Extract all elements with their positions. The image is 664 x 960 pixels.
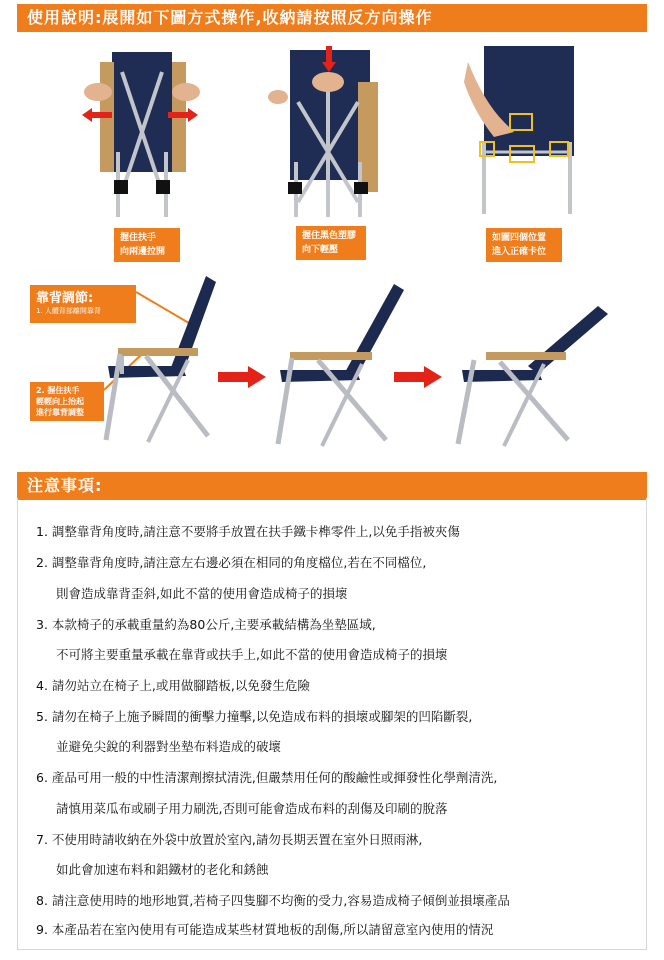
notice-item-3-cont: 不可將主要重量承載在靠背或扶手上,如此不當的使用會造成椅子的損壞 — [56, 647, 448, 662]
notice-item-5: 5. 請勿在椅子上施予瞬間的衝擊力撞擊,以免造成布料的損壞或腳架的凹陷斷裂, — [36, 709, 473, 724]
chair-upright-photo — [98, 274, 226, 446]
notice-item-6-cont: 請慎用菜瓜布或刷子用力刷洗,否則可能會造成布料的刮傷及印刷的脫落 — [56, 801, 448, 816]
left-arrow-icon — [82, 108, 112, 122]
chair-full-recline-photo — [450, 304, 610, 450]
notice-item-3: 3. 本款椅子的承載重量約為80公斤,主要承載結構為坐墊區域, — [36, 617, 376, 632]
notice-item-5-cont: 並避免尖銳的利器對坐墊布料造成的破壞 — [56, 739, 282, 754]
notice-item-7-cont: 如此會加速布料和鋁鐵材的老化和銹蝕 — [56, 862, 269, 877]
notice-item-6: 6. 產品可用一般的中性清潔劑擦拭清洗,但嚴禁用任何的酸鹼性或揮發性化學劑清洗, — [36, 770, 498, 785]
next-step-arrow-icon — [218, 366, 266, 388]
notice-item-9: 9. 本產品若在室內使用有可能造成某些材質地板的刮傷,所以請留意室內使用的情況 — [36, 922, 494, 937]
chair-mid-recline-photo — [270, 282, 410, 450]
notice-banner — [17, 472, 647, 500]
right-arrow-icon — [168, 108, 198, 122]
notice-item-2-cont: 則會造成靠背歪斜,如此不當的使用會造成椅子的損壞 — [56, 586, 348, 601]
usage-banner — [17, 4, 647, 32]
next-step-arrow-icon — [394, 366, 442, 388]
notice-item-1: 1. 調整靠背角度時,請注意不要將手放置在扶手鐵卡榫零件上,以免手指被夾傷 — [36, 524, 460, 539]
usage-title: 使用說明:展開如下圖方式操作,收納請按照反方向操作 — [27, 8, 433, 27]
notice-item-4: 4. 請勿站立在椅子上,或用做腳踏板,以免發生危險 — [36, 678, 310, 693]
notice-title: 注意事項: — [27, 476, 103, 495]
step1-photo — [82, 42, 202, 222]
notice-item-7: 7. 不使用時請收納在外袋中放置於室內,請勿長期丟置在室外日照雨淋, — [36, 832, 423, 847]
down-arrow-icon — [322, 46, 336, 72]
step1-caption: 握住扶手 向兩邊拉開 — [114, 228, 180, 262]
notice-item-8: 8. 請注意使用時的地形地質,若椅子四隻腳不均衡的受力,容易造成椅子傾倒並損壞產品 — [36, 893, 510, 908]
step3-photo — [464, 42, 584, 222]
recline-title: 靠背調節: 1. 人體背部離開靠背 — [30, 285, 136, 323]
recline-caption: 2. 握住扶手 輕輕向上抬起 進行靠背調整 — [30, 382, 104, 421]
step2-caption: 握住黑色塑膠 向下輕壓 — [296, 226, 366, 260]
notice-item-2: 2. 調整靠背角度時,請注意左右邊必須在相同的角度檔位,若在不同檔位, — [36, 555, 427, 570]
step3-caption: 如圖四個位置 進入正確卡位 — [486, 228, 562, 262]
